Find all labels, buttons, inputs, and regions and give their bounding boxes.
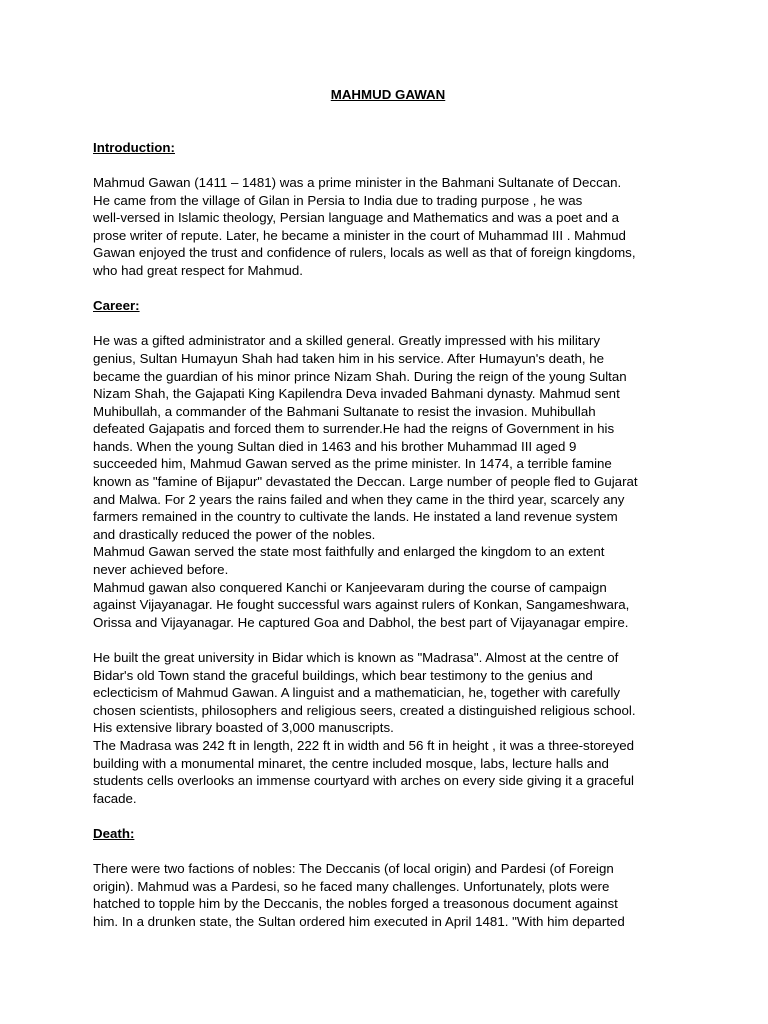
- paragraph: [93, 860, 683, 930]
- text-line: origin). Mahmud was a Pardesi, so he faced many challenges. Unfortunately, plots were: [93, 878, 610, 894]
- text-line: hatched to topple him by the Deccanis, the nobles forged a treasonous document against: [93, 896, 618, 912]
- text-line: hands. When the young Sultan died in 1463 and his brother Muhammad III aged 9: [93, 438, 577, 454]
- section-heading: Death:: [93, 825, 135, 841]
- text-line: against Vijayanagar. He fought successful wars against rulers of Konkan, Sangameshwara,: [93, 597, 630, 613]
- text-line: Bidar's old Town stand the graceful buildings, which bear testimony to the genius and: [93, 667, 593, 683]
- document-title: MAHMUD GAWAN: [330, 87, 446, 102]
- text-line: eclecticism of Mahmud Gawan. A linguist and a mathematician, he, together with carefully: [93, 685, 620, 701]
- text-line: Mahmud Gawan (1411 – 1481) was a prime minister in the Bahmani Sultanate of Deccan.: [93, 174, 622, 190]
- section-introduction: [93, 139, 683, 280]
- text-line: well-versed in Islamic theology, Persian language and Mathematics and was a poet and a: [93, 210, 620, 226]
- paragraph: [93, 649, 683, 807]
- text-line: He was a gifted administrator and a skilled general. Greatly impressed with his military: [93, 333, 600, 349]
- text-line: succeeded him, Mahmud Gawan served as the prime minister. In 1474, a terrible famine: [93, 456, 612, 472]
- text-line: Muhibullah, a commander of the Bahmani Sultanate to resist the invasion. Muhibullah: [93, 403, 596, 419]
- text-line: He came from the village of Gilan in Persia to India due to trading purpose , he was: [93, 192, 583, 208]
- text-line: prose writer of repute. Later, he became a minister in the court of Muhammad III . Mahmud: [93, 227, 626, 243]
- text-line: Mahmud Gawan served the state most faithfully and enlarged the kingdom to an extent: [93, 544, 605, 560]
- text-line: Mahmud gawan also conquered Kanchi or Kanjeevaram during the course of campaign: [93, 579, 607, 595]
- text-line: farmers remained in the country to cultivate the lands. He instated a land revenue system: [93, 509, 618, 525]
- text-line: building with a monumental minaret, the centre included mosque, labs, lecture halls and: [93, 755, 609, 771]
- text-line: who had great respect for Mahmud.: [93, 262, 303, 278]
- text-line: Orissa and Vijayanagar. He captured Goa and Dabhol, the best part of Vijayanagar empire.: [93, 614, 629, 630]
- text-line: The Madrasa was 242 ft in length, 222 ft in width and 56 ft in height , it was a three-storeyed: [93, 737, 635, 753]
- text-line: There were two factions of nobles: The Deccanis (of local origin) and Pardesi (of Foreign: [93, 861, 614, 877]
- section-heading: Career:: [93, 298, 140, 314]
- text-line: His extensive library boasted of 3,000 manuscripts.: [93, 720, 394, 736]
- text-line: and drastically reduced the power of the nobles.: [93, 526, 376, 542]
- text-line: known as "famine of Bijapur" devastated the Deccan. Large number of people fled to Gujarat: [93, 474, 638, 490]
- text-line: defeated Gajapatis and forced them to surrender.He had the reigns of Government in his: [93, 421, 615, 437]
- paragraph: [93, 174, 683, 280]
- text-line: He built the great university in Bidar which is known as "Madrasa". Almost at the centre of: [93, 650, 619, 665]
- section-career: [93, 297, 683, 807]
- paragraph: [93, 332, 683, 631]
- section-death: [93, 825, 683, 931]
- section-heading: Introduction:: [93, 139, 175, 155]
- text-line: and Malwa. For 2 years the rains failed and when they came in the third year, scarcely any: [93, 491, 625, 507]
- text-line: students cells overlooks an immense courtyard with arches on every side giving it a graceful: [93, 773, 634, 789]
- text-line: Nizam Shah, the Gajapati King Kapilendra Deva invaded Bahmani dynasty. Mahmud sent: [93, 386, 620, 402]
- text-line: him. In a drunken state, the Sultan ordered him executed in April 1481. "With him departed: [93, 913, 625, 929]
- text-line: facade.: [93, 790, 137, 806]
- text-line: Gawan enjoyed the trust and confidence of rulers, locals as well as that of foreign kingdoms,: [93, 245, 636, 261]
- text-line: genius, Sultan Humayun Shah had taken him in his service. After Humayun's death, he: [93, 350, 605, 366]
- text-line: became the guardian of his minor prince Nizam Shah. During the reign of the young Sultan: [93, 368, 627, 384]
- document-page: [93, 86, 683, 931]
- text-line: never achieved before.: [93, 562, 229, 578]
- text-line: chosen scientists, philosophers and religious seers, created a distinguished religious school.: [93, 702, 636, 718]
